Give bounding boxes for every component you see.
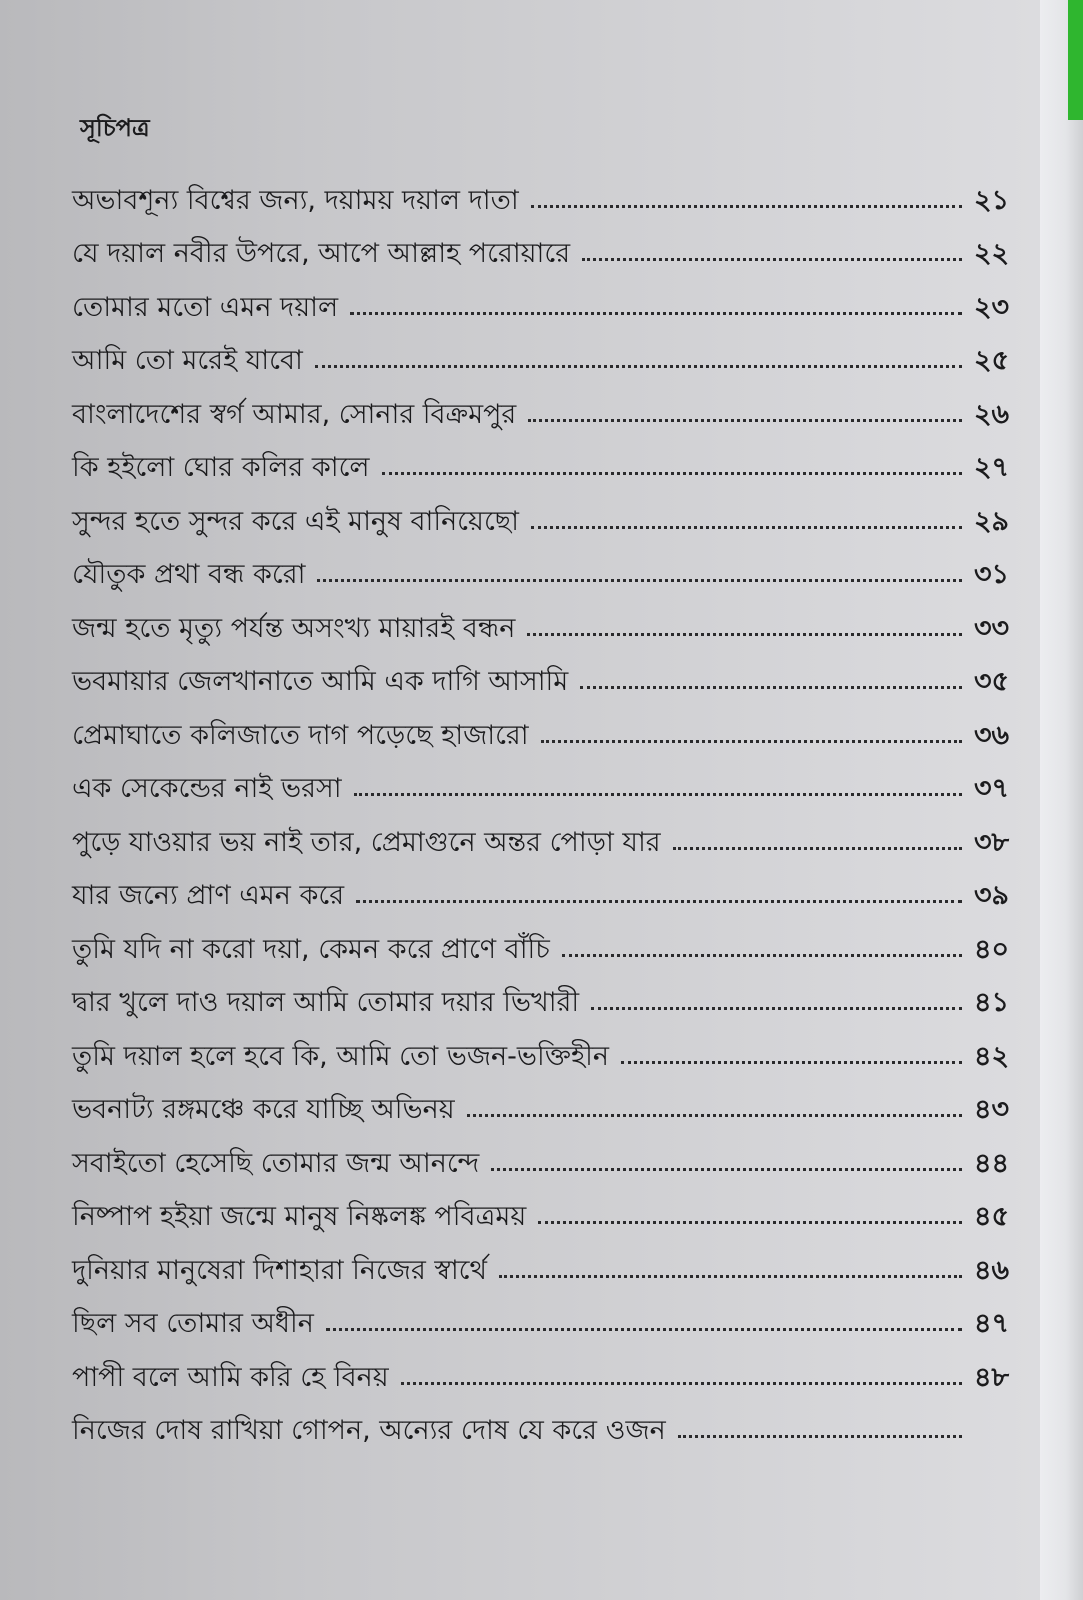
toc-entry [72,1230,1032,1284]
toc-entry-page: ২২ [974,238,1010,269]
toc-entry [72,749,1032,803]
toc-entry-page: ৩৯ [974,880,1010,911]
toc-entry-page: ৪৭ [974,1308,1010,1339]
toc-entry [72,1070,1032,1124]
toc-entry [72,1337,1032,1391]
green-background-strip [1068,0,1083,120]
toc-entry-page: ৪৪ [974,1147,1010,1179]
dot-leader [315,365,962,368]
toc-entry-title: ভবমায়ার জেলখানাতে আমি এক দাগি আসামি [72,666,569,697]
dot-leader [401,1382,962,1385]
dot-leader [317,579,962,582]
toc-entry-title: পাপী বলে আমি করি হে বিনয় [72,1361,389,1393]
toc-entry-title: আমি তো মরেই যাবো [72,345,303,376]
toc-entry [72,642,1032,696]
dot-leader [326,1328,962,1331]
dot-leader [356,900,962,903]
toc-entry-page: ৪১ [974,987,1010,1018]
dot-leader [678,1435,962,1438]
toc-entry [72,1391,1032,1445]
toc-entry-title: কি হইলো ঘোর কলির কালে [72,452,370,483]
dot-leader [538,1221,962,1224]
dot-leader [527,633,962,636]
toc-entry [72,535,1032,589]
toc-entry-title: যে দয়াল নবীর উপরে, আপে আল্লাহ পরোয়ারে [72,238,571,269]
toc-entry-page: ২১ [974,184,1010,216]
toc-entry-page: ৩৬ [974,719,1010,751]
toc-entry-title: বাংলাদেশের স্বর্গ আমার, সোনার বিক্রমপুর [72,398,517,430]
dot-leader [499,1275,962,1278]
toc-entry [72,1177,1032,1231]
toc-entry [72,321,1032,375]
toc-entry-title: জন্ম হতে মৃত্যু পর্যন্ত অসংখ্য মায়ারই বন্ধন [72,612,516,644]
dot-leader [491,1168,962,1171]
toc-entry-page: ৪৫ [974,1201,1010,1232]
dot-leader [621,1061,962,1064]
toc-entry [72,374,1032,428]
toc-entry [72,1284,1032,1338]
toc-entry-page: ৩৭ [974,773,1010,804]
toc-entry [72,963,1032,1017]
dot-leader [580,686,962,689]
toc-entry [72,214,1032,268]
dot-leader [350,312,962,315]
dot-leader [531,205,962,208]
toc-entry-title: দ্বার খুলে দাও দয়াল আমি তোমার দয়ার ভিখারী [72,987,580,1018]
toc-entry-page: ২৩ [974,291,1010,323]
dot-leader [531,526,962,529]
toc-entry-title: দুনিয়ার মানুষেরা দিশাহারা নিজের স্বার্থে [72,1254,487,1286]
toc-entry [72,160,1032,214]
toc-entry-title: সবাইতো হেসেছি তোমার জন্ম আনন্দে [72,1147,480,1179]
toc-entry-page: ৪২ [974,1040,1010,1072]
toc-entry-page: ৪৬ [974,1254,1010,1286]
dot-leader [467,1114,962,1117]
toc-entry [72,267,1032,321]
toc-entry [72,802,1032,856]
dot-leader [541,740,962,743]
toc-entry-title: ছিল সব তোমার অধীন [72,1308,314,1339]
toc-entry-page: ২৬ [974,398,1010,430]
dot-leader [528,419,962,422]
toc-list [72,160,1032,1444]
toc-entry-page: ৩৩ [974,612,1010,644]
toc-entry [72,428,1032,482]
toc-entry-page: ৩৮ [974,826,1010,858]
toc-entry-title: অভাবশূন্য বিশ্বের জন্য, দয়াময় দয়াল দাতা [72,184,519,216]
toc-entry-title: তুমি দয়াল হলে হবে কি, আমি তো ভজন-ভক্তিহীন [72,1040,609,1072]
toc-entry-page: ৪০ [974,933,1010,965]
toc-entry-title: নিজের দোষ রাখিয়া গোপন, অন্যের দোষ যে করে ওজন [72,1415,666,1446]
toc-entry-title: তুমি যদি না করো দয়া, কেমন করে প্রাণে বাঁচি [72,933,550,965]
toc-entry-title: তোমার মতো এমন দয়াল [72,291,339,323]
dot-leader [582,258,962,261]
toc-entry-title: ভবনাট্য রঙ্গমঞ্চে করে যাচ্ছি অভিনয় [72,1094,455,1125]
toc-entry-title: এক সেকেন্ডের নাই ভরসা [72,773,342,804]
toc-entry-page: ২৫ [974,345,1010,376]
toc-entry [72,695,1032,749]
toc-entry-title: সুন্দর হতে সুন্দর করে এই মানুষ বানিয়েছো [72,505,519,537]
toc-entry-title: পুড়ে যাওয়ার ভয় নাই তার, প্রেমাগুনে অন্তর পোড়া যার [72,826,661,858]
toc-entry-page: ৪৩ [974,1094,1010,1125]
toc-entry-title: যৌতুক প্রথা বন্ধ করো [72,559,306,590]
toc-entry [72,856,1032,910]
toc-entry [72,588,1032,642]
toc-entry [72,1123,1032,1177]
dot-leader [591,1007,962,1010]
toc-entry-page: ২৭ [974,452,1010,483]
toc-entry [72,481,1032,535]
toc-title: সূচিপত্র [80,114,150,142]
page-edge [1040,0,1083,1600]
toc-entry-title: যার জন্যে প্রাণ এমন করে [72,880,345,911]
table-of-contents [72,110,1032,1444]
toc-entry [72,909,1032,963]
toc-entry-title: প্রেমাঘাতে কলিজাতে দাগ পড়েছে হাজারো [72,719,529,751]
toc-entry-page: ৩১ [974,559,1010,590]
dot-leader [562,954,962,957]
toc-entry-title: নিষ্পাপ হইয়া জন্মে মানুষ নিষ্কলঙ্ক পবিত্রময় [72,1201,527,1232]
toc-entry [72,1016,1032,1070]
dot-leader [382,472,962,475]
toc-entry-page: ২৯ [974,505,1010,537]
dot-leader [673,847,962,850]
toc-entry-page: ৩৫ [974,666,1010,697]
dot-leader [354,793,962,796]
toc-entry-page: ৪৮ [974,1361,1010,1393]
